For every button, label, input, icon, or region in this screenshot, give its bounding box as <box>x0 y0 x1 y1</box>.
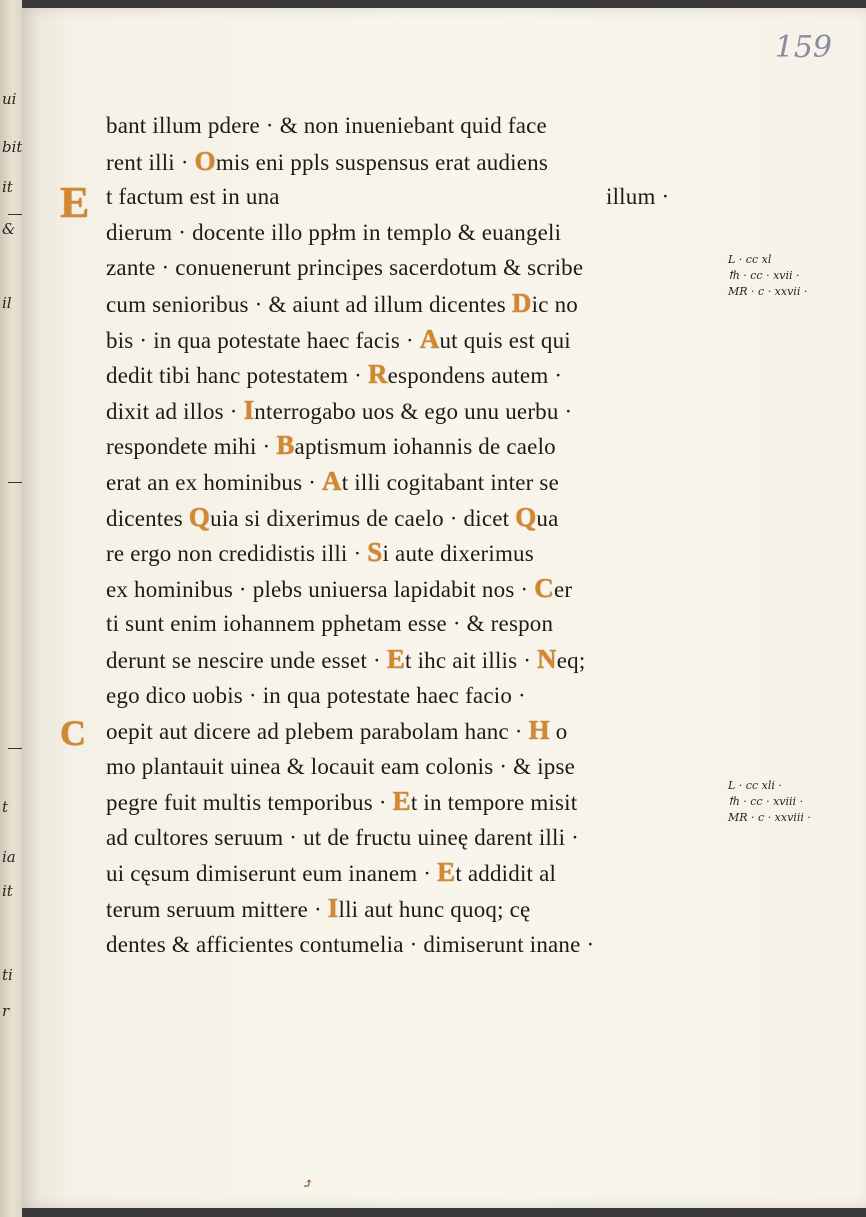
manuscript-page <box>22 8 866 1208</box>
text-line: mo plantauit uinea & locauit eam colonis · & ipse <box>106 753 576 779</box>
prev-leaf-fragment: & <box>2 220 16 238</box>
text-line: dentes & afficientes contumelia · dimiserunt inane · <box>106 931 595 957</box>
text-line: ti sunt enim iohannem pphetam esse · & respon <box>106 611 554 637</box>
rubricated-initial: I <box>327 893 339 924</box>
rubricated-initial: E <box>437 857 456 888</box>
previous-leaf-edge <box>0 0 22 1217</box>
marginal-note-2: L · cc xli · ꝉh · cc · xviii · MR · c · xxviii · <box>728 779 811 824</box>
ruling-tick <box>8 482 22 483</box>
text-line: re ergo non credidistis illi · Si aute dixerimus <box>106 537 534 568</box>
prev-leaf-fragment: ui <box>2 90 17 108</box>
prev-leaf-fragment: ti <box>2 966 13 984</box>
marginal-note-1: L · cc xl ꝉh · cc · xvii · MR · c · xxvii · <box>728 253 808 298</box>
rubricated-initial: Q <box>515 501 537 532</box>
rubricated-initial: D <box>511 287 532 318</box>
rubricated-initial: E <box>392 786 411 817</box>
text-line: dicentes Quia si dixerimus de caelo · dicet Qua <box>106 501 559 532</box>
text-line: derunt se nescire unde esset · Et ihc ait illis · Neq; <box>106 643 586 674</box>
rubricated-initial: C <box>534 572 554 603</box>
ruling-tick <box>8 748 22 749</box>
text-line: dierum · docente illo ppłm in templo & euangeli <box>106 219 562 245</box>
text-line: cum senioribus · & aiunt ad illum dicentes Dic no <box>106 287 578 318</box>
prev-leaf-fragment: bit <box>2 138 22 156</box>
prev-leaf-fragment: il <box>2 294 12 312</box>
rubricated-initial: A <box>419 323 440 354</box>
ruling-tick <box>8 214 22 215</box>
text-column <box>60 108 706 962</box>
text-line: pegre fuit multis temporibus · Et in tempore misit <box>106 786 578 817</box>
text-line: dixit ad illos · Interrogabo uos & ego unu uerbu · <box>106 394 573 425</box>
text-line: ad cultores seruum · ut de fructu uineę darent illi · <box>106 824 579 850</box>
text-line: dedit tibi hanc potestatem · Respondens autem · <box>106 359 563 390</box>
prev-leaf-fragment: ia <box>2 848 16 866</box>
rubricated-initial: H <box>528 715 550 746</box>
rubricated-initial: I <box>243 394 255 425</box>
rubricated-initial: Q <box>188 501 211 532</box>
prev-leaf-fragment: r <box>2 1002 10 1020</box>
text-line: respondete mihi · Baptismum iohannis de caelo <box>106 430 556 461</box>
text-line: C oepit aut dicere ad plebem parabolam hanc · H o <box>60 713 568 754</box>
prev-leaf-fragment: t <box>2 798 9 816</box>
rubricated-initial: O <box>194 145 216 176</box>
text-line: ui cęsum dimiserunt eum inanem · Et addidit al <box>106 857 557 888</box>
text-line: terum seruum mittere · Illi aut hunc quoq; cę <box>106 893 531 924</box>
prev-leaf-fragment: it <box>2 178 13 196</box>
text-line: rent illi · Omis eni ppls suspensus erat audiens <box>106 145 548 176</box>
ink-mark: ⤴ <box>302 1176 314 1192</box>
text-line: zante · conuenerunt principes sacerdotum & scribe <box>106 255 584 281</box>
decorated-initial-e: E <box>60 178 90 228</box>
rubricated-initial: B <box>276 430 295 461</box>
rubricated-initial: S <box>367 537 383 568</box>
text-line: E t factum est in una illum · <box>60 178 670 228</box>
text-line: ex hominibus · plebs uniuersa lapidabit nos · Cer <box>106 572 573 603</box>
rubricated-initial: R <box>367 359 388 390</box>
rubricated-initial: E <box>386 643 406 674</box>
text-line: erat an ex hominibus · At illi cogitabant inter se <box>106 465 559 496</box>
rubricated-initial: A <box>322 465 342 496</box>
text-line: bis · in qua potestate haec facis · Aut quis est qui <box>106 323 571 354</box>
text-line: bant illum pdere · & non inueniebant quid face <box>106 113 547 138</box>
folio-number: 159 <box>774 30 832 65</box>
prev-leaf-fragment: it <box>2 882 13 900</box>
decorated-initial-c: C <box>60 713 87 754</box>
text-line: ego dico uobis · in qua potestate haec facio · <box>106 682 526 708</box>
rubricated-initial: N <box>537 643 557 674</box>
